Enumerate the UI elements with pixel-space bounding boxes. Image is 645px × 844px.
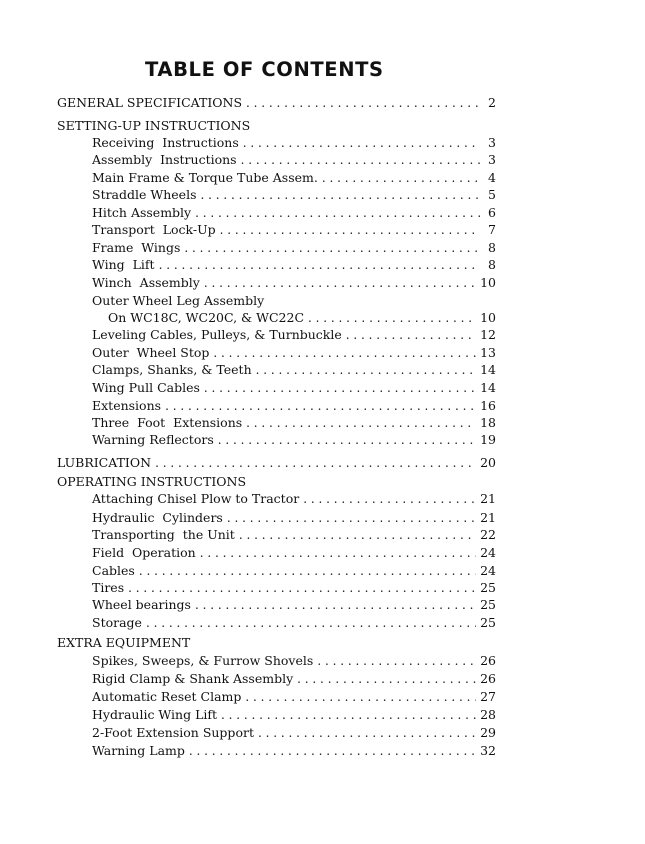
dot-leader [246, 415, 476, 431]
toc-page-number: 32 [480, 743, 496, 758]
toc-page-number: 19 [480, 432, 496, 447]
toc-page-number: 21 [480, 510, 496, 525]
toc-entry-title: Hitch Assembly [92, 205, 192, 220]
dot-leader [258, 725, 476, 741]
dot-leader [256, 362, 476, 378]
dot-leader [201, 187, 481, 203]
toc-page-number: 6 [488, 205, 496, 220]
toc-entry-title: OPERATING INSTRUCTIONS [57, 474, 247, 489]
toc-entry-title: Warning Lamp [92, 743, 185, 758]
toc-page-number: 29 [480, 725, 496, 740]
toc-entry [92, 597, 496, 613]
toc-page-number: 10 [480, 275, 496, 290]
toc-entry-title: Outer Wheel Leg Assembly [92, 293, 265, 308]
toc-page-number: 8 [488, 240, 496, 255]
dot-leader [204, 275, 476, 291]
toc-entry [92, 707, 496, 723]
toc-page-number: 3 [488, 152, 496, 167]
toc-page-number: 20 [480, 455, 496, 470]
toc-entry [92, 415, 496, 431]
toc-entry-title: Transporting the Unit [92, 527, 235, 542]
toc-entry [92, 743, 496, 759]
toc-entry [92, 563, 496, 579]
toc-entry [92, 432, 496, 448]
toc-page-number: 7 [488, 222, 496, 237]
toc-page-number: 27 [480, 689, 496, 704]
dot-leader [155, 455, 476, 471]
toc-section-heading [57, 118, 250, 134]
toc-entry [92, 205, 496, 221]
toc-entry [92, 152, 496, 168]
toc-entry-title: Extensions [92, 398, 162, 413]
toc-entry [92, 580, 496, 596]
toc-entry-title: Hydraulic Wing Lift [92, 707, 218, 722]
toc-page-number: 10 [480, 310, 496, 325]
toc-entry [92, 545, 496, 561]
dot-leader [322, 170, 480, 186]
toc-entry-title: LUBRICATION [57, 455, 152, 470]
toc-entry [92, 527, 496, 543]
toc-entry [92, 170, 496, 186]
dot-leader [213, 345, 476, 361]
toc-entry [92, 257, 496, 273]
toc-entry-title: Wing Lift [92, 257, 155, 272]
toc-page-number: 24 [480, 545, 496, 560]
toc-page-number: 22 [480, 527, 496, 542]
toc-entry-title: Assembly Instructions [92, 152, 237, 167]
toc-page-number: 25 [480, 597, 496, 612]
toc-entry [108, 310, 496, 326]
dot-leader [239, 527, 476, 543]
toc-page-number: 16 [480, 398, 496, 413]
toc-entry-title: Straddle Wheels [92, 187, 197, 202]
toc-entry-title: Three Foot Extensions [92, 415, 243, 430]
toc-entry-title: Tires [92, 580, 125, 595]
toc-entry [57, 455, 496, 471]
toc-entry-title: GENERAL SPECIFICATIONS [57, 95, 243, 110]
toc-page-number: 26 [480, 653, 496, 668]
toc-entry [92, 345, 496, 361]
dot-leader [297, 671, 476, 687]
toc-entry-title: Field Operation [92, 545, 196, 560]
dot-leader [218, 432, 476, 448]
toc-entry [92, 653, 496, 669]
toc-entry-title: Hydraulic Cylinders [92, 510, 223, 525]
dot-leader [227, 510, 476, 526]
toc-entry-title: Outer Wheel Stop [92, 345, 210, 360]
toc-entry-title: Winch Assembly [92, 275, 200, 290]
dot-leader [243, 135, 480, 151]
dot-leader [165, 398, 476, 414]
toc-entry-title: Transport Lock-Up [92, 222, 216, 237]
dot-leader [195, 597, 476, 613]
toc-page-number: 5 [488, 187, 496, 202]
toc-entry [92, 187, 496, 203]
toc-section-heading [92, 293, 264, 309]
toc-page-number: 18 [480, 415, 496, 430]
toc-page-number: 28 [480, 707, 496, 722]
toc-entry-title: 2-Foot Extension Support [92, 725, 254, 740]
toc-entry-title: Spikes, Sweeps, & Furrow Shovels [92, 653, 314, 668]
toc-entry-title: On WC18C, WC20C, & WC22C [108, 310, 305, 325]
toc-entry [92, 398, 496, 414]
toc-page-number: 25 [480, 615, 496, 630]
toc-entry [92, 725, 496, 741]
toc-entry-title: Warning Reflectors [92, 432, 214, 447]
page-title: TABLE OF CONTENTS [145, 58, 384, 81]
toc-entry-title: EXTRA EQUIPMENT [57, 635, 191, 650]
toc-entry-title: Wing Pull Cables [92, 380, 200, 395]
dot-leader [317, 653, 476, 669]
toc-entry [92, 327, 496, 343]
toc-entry-title: Automatic Reset Clamp [92, 689, 242, 704]
toc-page-number: 8 [488, 257, 496, 272]
dot-leader [221, 707, 476, 723]
dot-leader [245, 689, 476, 705]
dot-leader [241, 152, 480, 168]
dot-leader [146, 615, 476, 631]
dot-leader [346, 327, 476, 343]
toc-entry-title: Leveling Cables, Pulleys, & Turnbuckle [92, 327, 342, 342]
toc-entry [92, 275, 496, 291]
toc-entry [92, 615, 496, 631]
toc-page-number: 3 [488, 135, 496, 150]
toc-entry-title: Main Frame & Torque Tube Assem. [92, 170, 318, 185]
toc-entry [57, 95, 496, 111]
toc-section-heading [57, 474, 246, 490]
toc-page-number: 14 [480, 362, 496, 377]
toc-page-number: 24 [480, 563, 496, 578]
dot-leader [220, 222, 480, 238]
toc-page-number: 12 [480, 327, 496, 342]
toc-entry [92, 135, 496, 151]
dot-leader [128, 580, 476, 596]
toc-section-heading [57, 635, 190, 651]
dot-leader [139, 563, 476, 579]
toc-entry-title: Clamps, Shanks, & Teeth [92, 362, 252, 377]
dot-leader [184, 240, 480, 256]
toc-entry [92, 222, 496, 238]
toc-entry-title: Frame Wings [92, 240, 181, 255]
toc-entry-title: Receiving Instructions [92, 135, 239, 150]
toc-page-number: 4 [488, 170, 496, 185]
toc-entry [92, 362, 496, 378]
toc-entry-title: SETTING-UP INSTRUCTIONS [57, 118, 251, 133]
dot-leader [308, 310, 476, 326]
toc-page-number: 14 [480, 380, 496, 395]
toc-entry-title: Wheel bearings [92, 597, 191, 612]
dot-leader [204, 380, 476, 396]
dot-leader [195, 205, 480, 221]
dot-leader [246, 95, 480, 111]
toc-entry [92, 510, 496, 526]
toc-entry-title: Attaching Chisel Plow to Tractor [92, 491, 300, 506]
toc-entry [92, 689, 496, 705]
dot-leader [189, 743, 476, 759]
toc-entry-title: Rigid Clamp & Shank Assembly [92, 671, 294, 686]
toc-entry-title: Cables [92, 563, 135, 578]
toc-entry [92, 240, 496, 256]
toc-page-number: 21 [480, 491, 496, 506]
toc-entry [92, 491, 496, 507]
toc-page-number: 25 [480, 580, 496, 595]
dot-leader [159, 257, 480, 273]
toc-entry-title: Storage [92, 615, 142, 630]
dot-leader [303, 491, 476, 507]
toc-page-number: 13 [480, 345, 496, 360]
toc-page-number: 2 [488, 95, 496, 110]
dot-leader [200, 545, 476, 561]
toc-entry [92, 380, 496, 396]
toc-page-number: 26 [480, 671, 496, 686]
toc-entry [92, 671, 496, 687]
